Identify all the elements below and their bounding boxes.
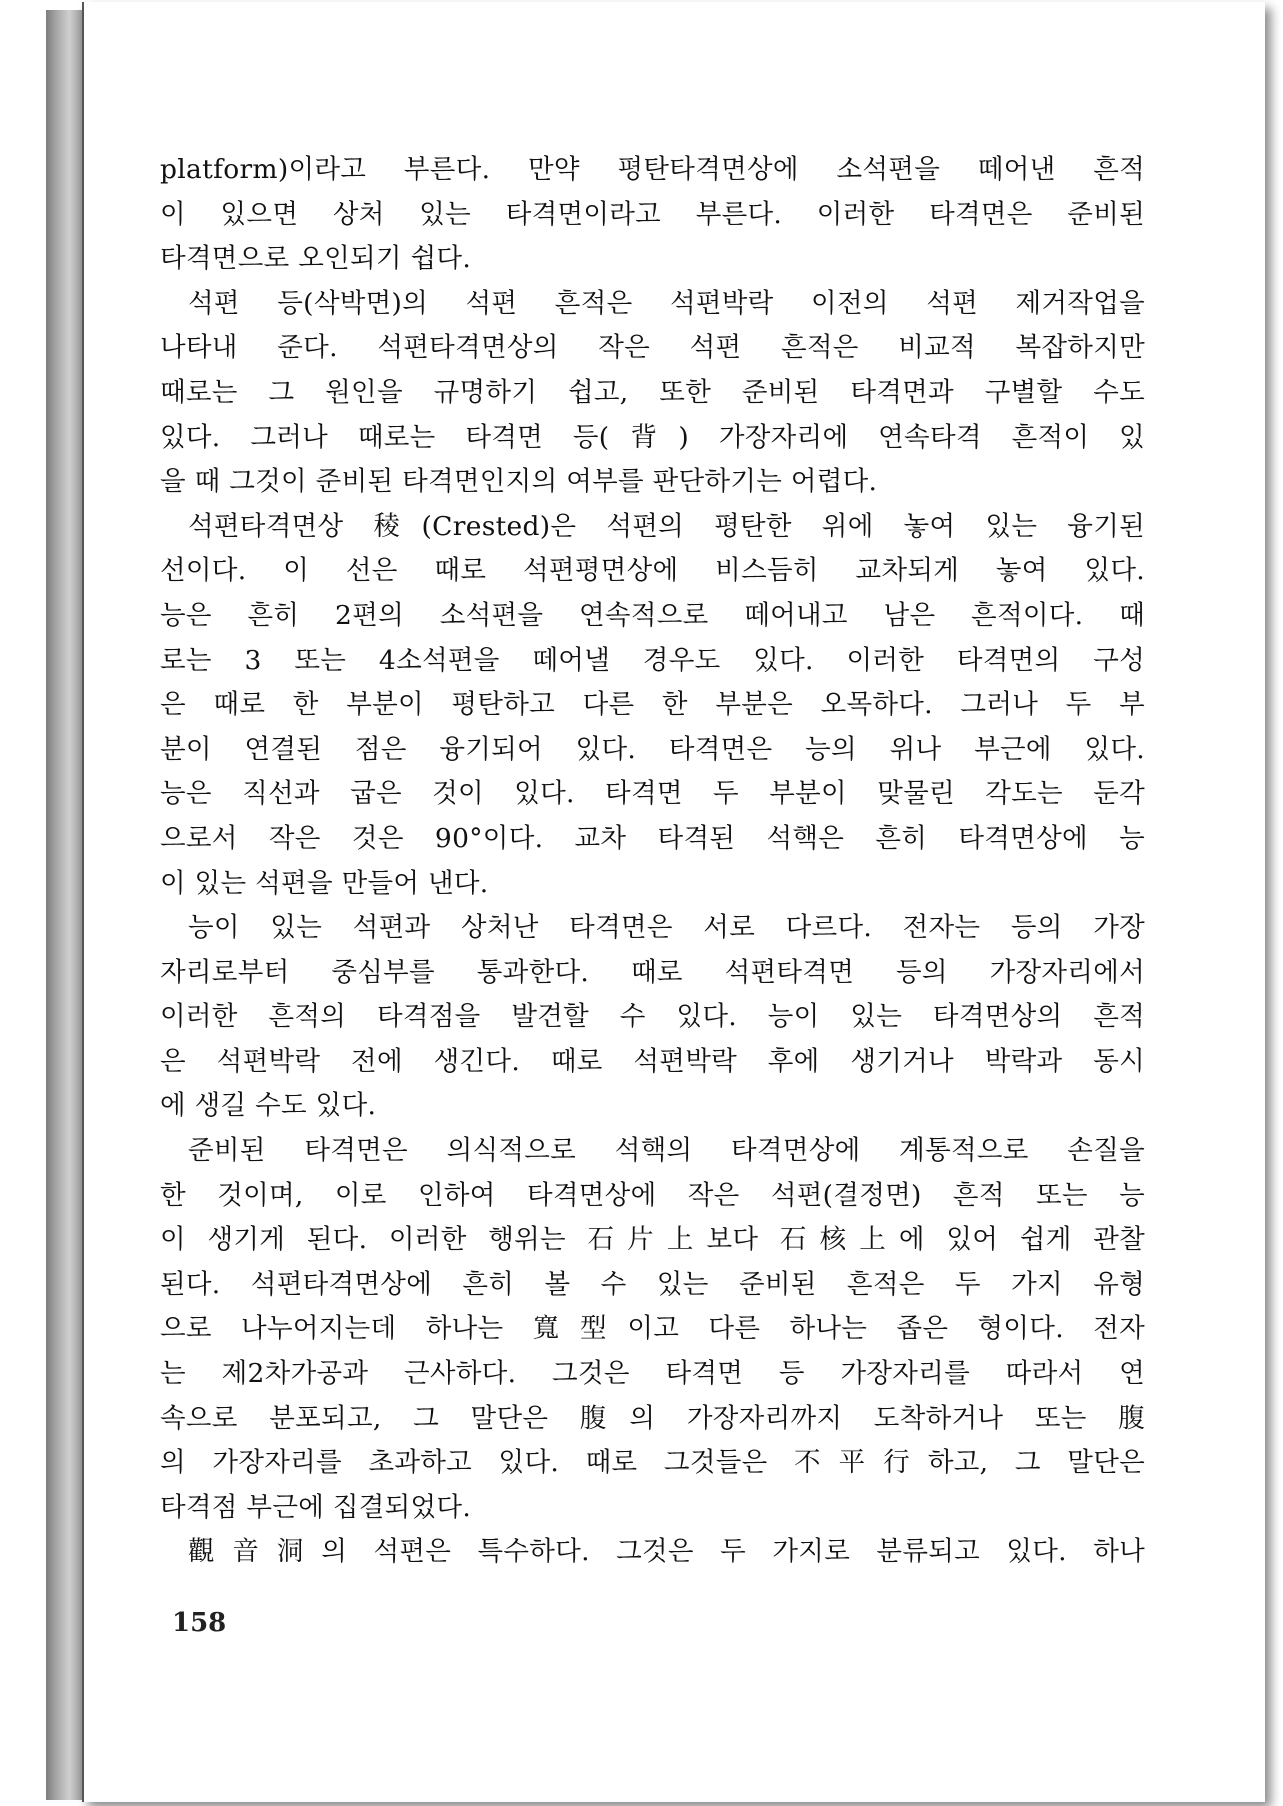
text-line: 는 제2차가공과 근사하다. 그것은 타격면 등 가장자리를 따라서 연 bbox=[160, 1358, 1145, 1390]
text-line: 을 때 그것이 준비된 타격면인지의 여부를 판단하기는 어렵다. bbox=[160, 466, 878, 498]
text-line: platform)이라고 부른다. 만약 평탄타격면상에 소석편을 떼어낸 흔적 bbox=[160, 154, 1145, 185]
text-line: 석편타격면상 稜(Crested)은 석편의 평탄한 위에 놓여 있는 융기된 bbox=[188, 510, 1145, 542]
text-line: 능은 직선과 굽은 것이 있다. 타격면 두 부분이 맞물린 각도는 둔각 bbox=[160, 778, 1145, 810]
text-line: 능이 있는 석편과 상처난 타격면은 서로 다르다. 전자는 등의 가장 bbox=[188, 912, 1145, 944]
book-edge bbox=[46, 10, 82, 1800]
text-line: 선이다. 이 선은 때로 석편평면상에 비스듬히 교차되게 놓여 있다. bbox=[160, 555, 1145, 587]
text-line: 으로서 작은 것은 90°이다. 교차 타격된 석핵은 흔히 타격면상에 능 bbox=[160, 822, 1145, 854]
text-line: 타격점 부근에 집결되었다. bbox=[160, 1491, 472, 1523]
text-line: 분이 연결된 점은 융기되어 있다. 타격면은 능의 위나 부근에 있다. bbox=[160, 733, 1145, 765]
text-line: 자리로부터 중심부를 통과한다. 때로 석편타격면 등의 가장자리에서 bbox=[160, 956, 1145, 988]
paragraph-1 bbox=[160, 148, 1145, 282]
paragraph-4 bbox=[160, 906, 1145, 1129]
paragraph-6 bbox=[160, 1530, 1145, 1575]
text-line: 은 석편박락 전에 생긴다. 때로 석편박락 후에 생기거나 박락과 동시 bbox=[160, 1045, 1145, 1077]
text-line: 觀音洞의 석편은 특수하다. 그것은 두 가지로 분류되고 있다. 하나 bbox=[188, 1536, 1145, 1568]
text-line: 로는 3 또는 4소석편을 떼어낼 경우도 있다. 이러한 타격면의 구성 bbox=[160, 644, 1145, 676]
text-line: 속으로 분포되고, 그 말단은 腹의 가장자리까지 도착하거나 또는 腹 bbox=[160, 1402, 1145, 1434]
text-line: 때로는 그 원인을 규명하기 쉽고, 또한 준비된 타격면과 구별할 수도 bbox=[160, 376, 1145, 408]
text-line: 으로 나누어지는데 하나는 寬型이고 다른 하나는 좁은 형이다. 전자 bbox=[160, 1313, 1145, 1345]
text-line: 한 것이며, 이로 인하여 타격면상에 작은 석편(결정면) 흔적 또는 능 bbox=[160, 1179, 1145, 1211]
text-line: 된다. 석편타격면상에 흔히 볼 수 있는 준비된 흔적은 두 가지 유형 bbox=[160, 1268, 1145, 1300]
text-line: 이 있는 석편을 만들어 낸다. bbox=[160, 867, 489, 899]
body-text bbox=[160, 148, 1145, 1575]
text-line: 은 때로 한 부분이 평탄하고 다른 한 부분은 오목하다. 그러나 두 부 bbox=[160, 689, 1145, 721]
text-line: 의 가장자리를 초과하고 있다. 때로 그것들은 不平行하고, 그 말단은 bbox=[160, 1447, 1145, 1479]
text-line: 준비된 타격면은 의식적으로 석핵의 타격면상에 계통적으로 손질을 bbox=[188, 1135, 1145, 1167]
text-line: 에 생길 수도 있다. bbox=[160, 1090, 377, 1122]
text-line: 능은 흔히 2편의 소석편을 연속적으로 떼어내고 남은 흔적이다. 때 bbox=[160, 599, 1145, 631]
page-number: 158 bbox=[172, 1608, 227, 1638]
text-line: 나타내 준다. 석편타격면상의 작은 석편 흔적은 비교적 복잡하지만 bbox=[160, 332, 1145, 364]
text-line: 이 생기게 된다. 이러한 행위는 石片上보다 石核上에 있어 쉽게 관찰 bbox=[160, 1224, 1145, 1256]
text-line: 타격면으로 오인되기 쉽다. bbox=[160, 243, 472, 275]
paragraph-3 bbox=[160, 505, 1145, 906]
text-line: 이러한 흔적의 타격점을 발견할 수 있다. 능이 있는 타격면상의 흔적 bbox=[160, 1001, 1145, 1033]
paragraph-2 bbox=[160, 282, 1145, 505]
text-line: 있다. 그러나 때로는 타격면 등(背) 가장자리에 연속타격 흔적이 있 bbox=[160, 421, 1145, 453]
text-line: 이 있으면 상처 있는 타격면이라고 부른다. 이러한 타격면은 준비된 bbox=[160, 198, 1145, 230]
paragraph-5 bbox=[160, 1129, 1145, 1530]
text-line: 석편 등(삭박면)의 석편 흔적은 석편박락 이전의 석편 제거작업을 bbox=[188, 287, 1145, 319]
